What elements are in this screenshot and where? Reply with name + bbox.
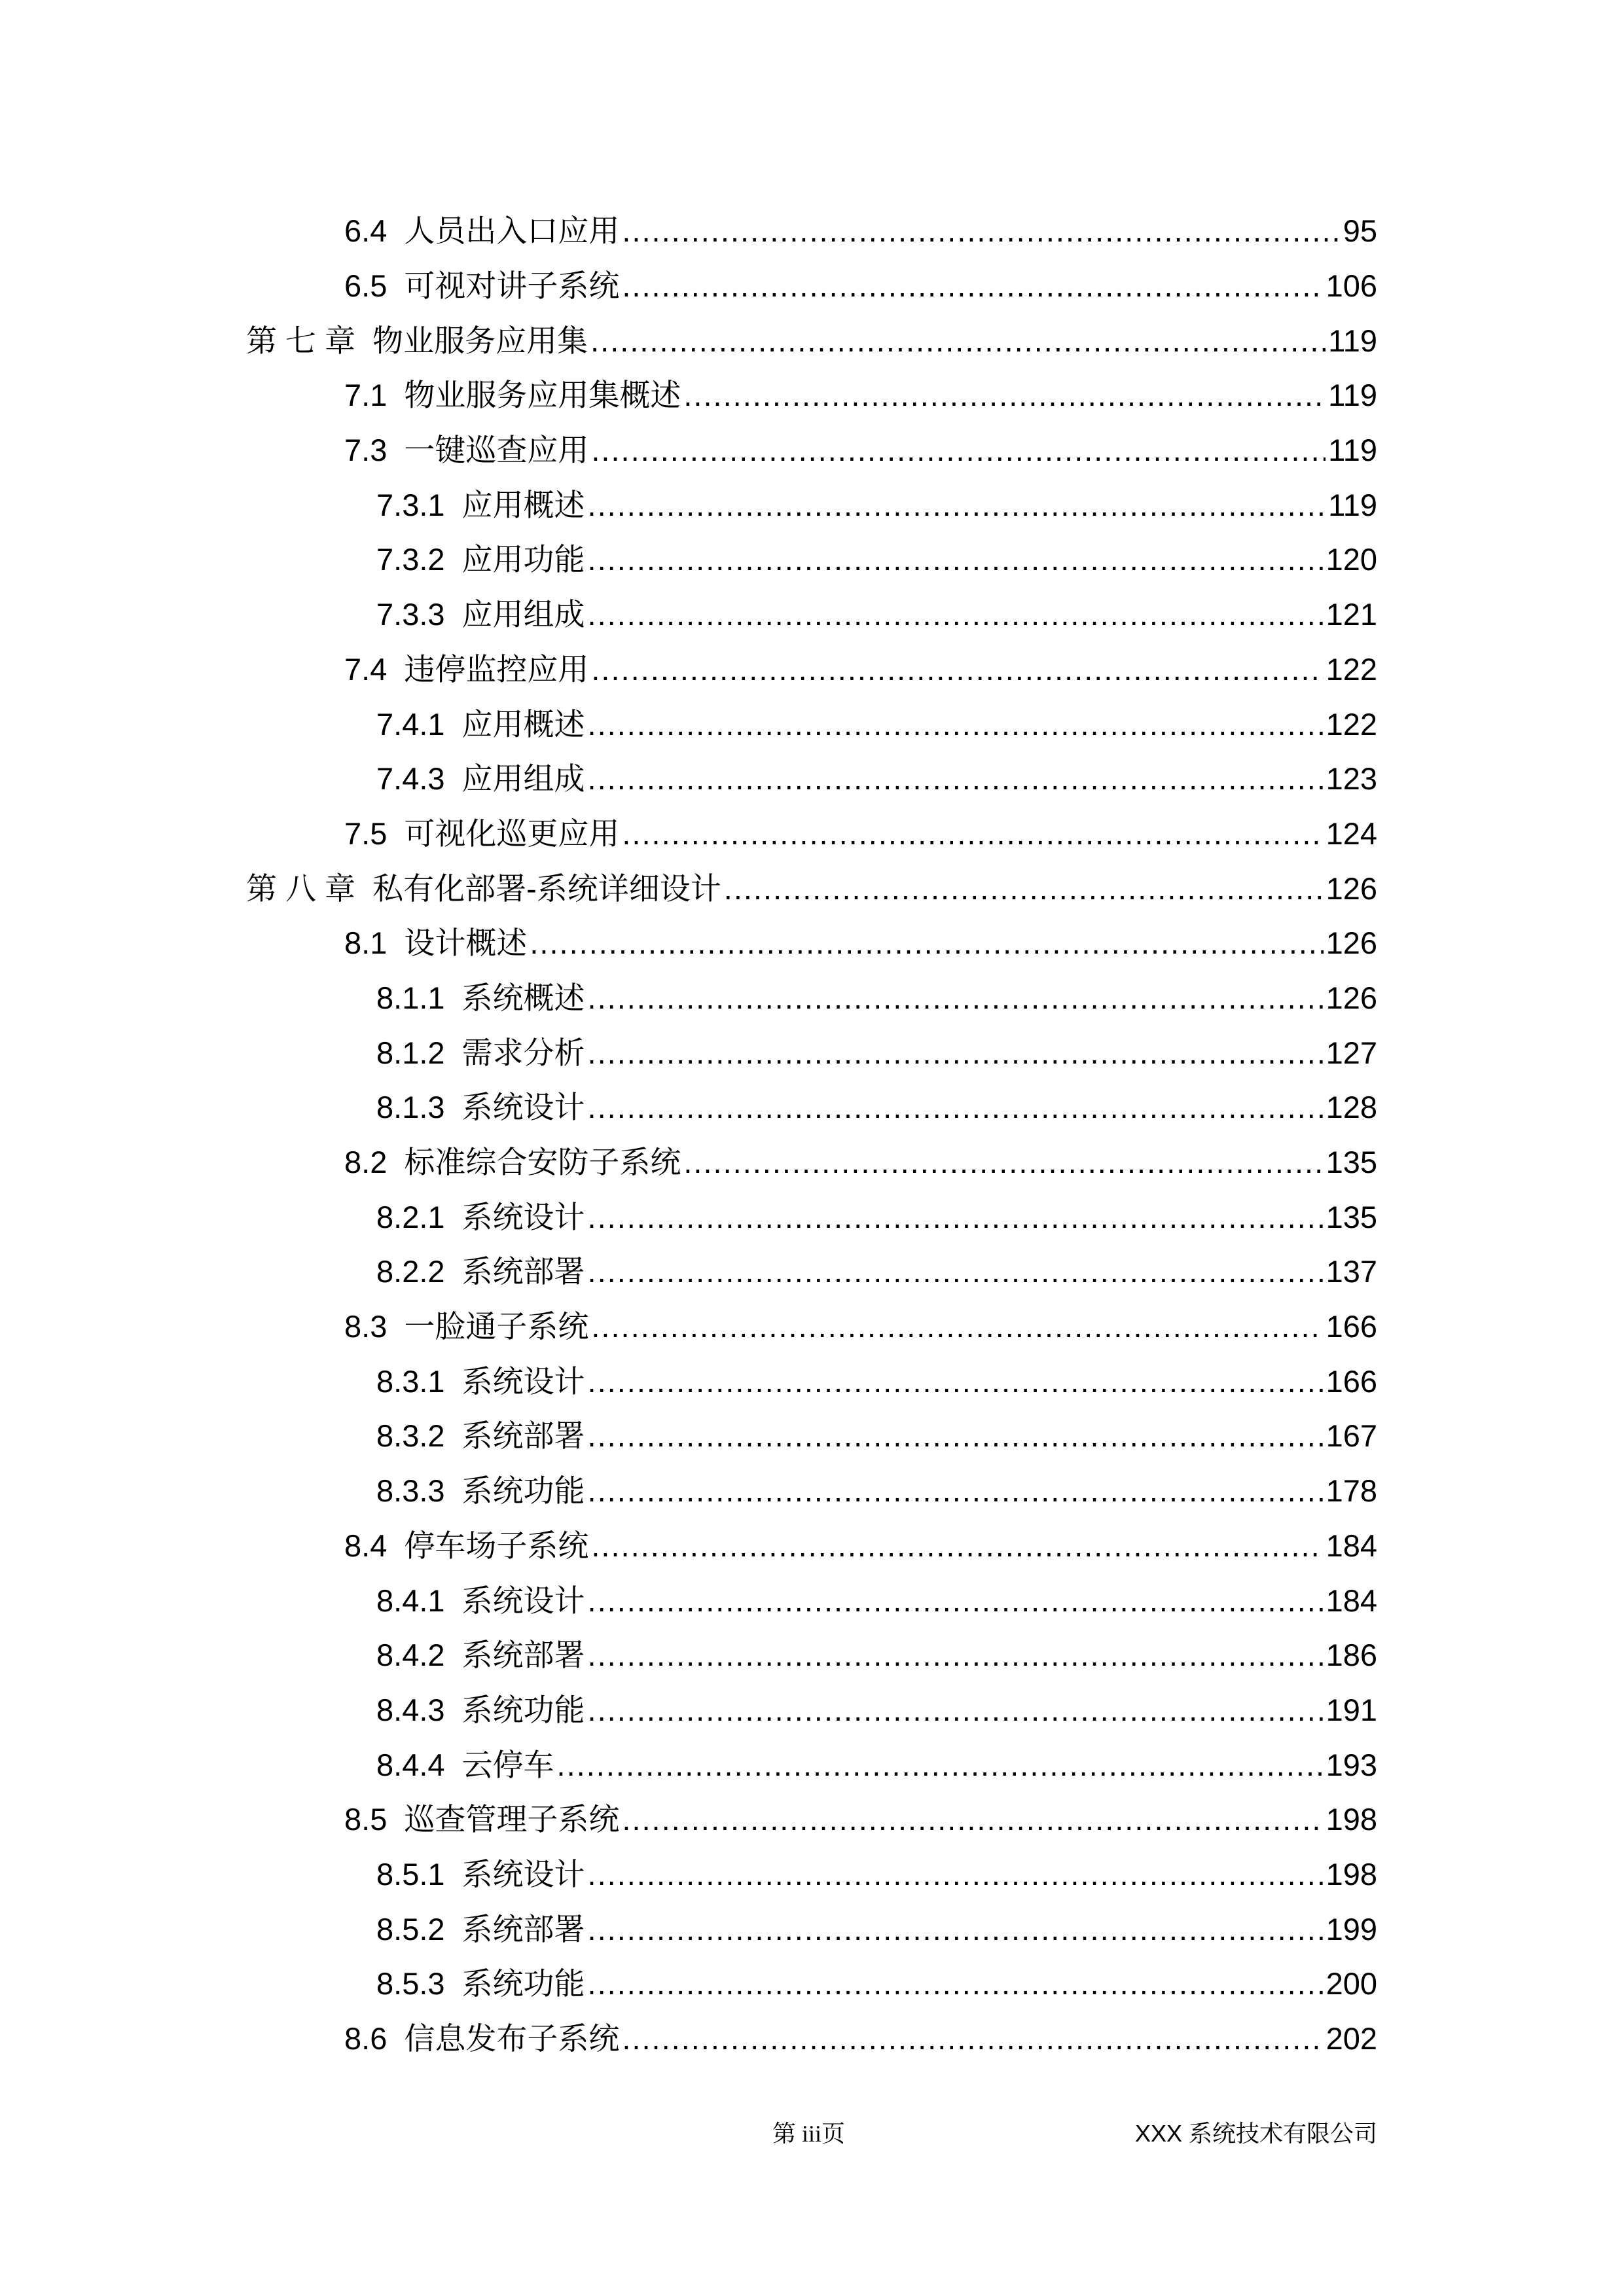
toc-dot-leader: [683, 380, 1326, 410]
toc-entry-page: 178: [1326, 1473, 1377, 1509]
toc-section-entry[interactable]: [0, 1354, 1624, 1408]
toc-entry-title: 应用概述: [461, 487, 585, 522]
toc-entry-title: 需求分析: [461, 1035, 585, 1070]
toc-entry-page: 184: [1326, 1583, 1377, 1618]
toc-entry-page: 121: [1326, 597, 1377, 632]
toc-entry-title: 系统设计: [461, 1856, 585, 1892]
toc-entry-title: 系统功能: [461, 1692, 585, 1727]
toc-entry-page: 198: [1326, 1856, 1377, 1892]
toc-entry-title: 一键巡查应用: [404, 433, 589, 468]
toc-entry-title: 系统设计: [461, 1363, 585, 1399]
toc-section-entry[interactable]: [0, 1901, 1624, 1956]
toc-section-entry[interactable]: [0, 1573, 1624, 1628]
toc-entry-page: 124: [1326, 816, 1377, 851]
toc-section-entry[interactable]: [0, 971, 1624, 1026]
toc-section-entry[interactable]: [0, 587, 1624, 642]
toc-entry-page: 193: [1326, 1747, 1377, 1782]
toc-dot-leader: [588, 982, 1324, 1013]
toc-dot-leader: [622, 818, 1323, 849]
toc-entry-page: 119: [1328, 323, 1377, 358]
toc-dot-leader: [591, 654, 1323, 685]
toc-entry-title: 系统功能: [461, 1473, 585, 1509]
toc-dot-leader: [588, 1695, 1324, 1725]
toc-entry-number: 8.3.2: [376, 1418, 445, 1454]
toc-dot-leader: [622, 1804, 1323, 1835]
toc-entry-page: 200: [1326, 1966, 1377, 2001]
toc-entry-number: 8.4.3: [376, 1692, 445, 1727]
toc-entry-number: 7.3.3: [376, 597, 445, 632]
toc-section-entry[interactable]: [0, 1683, 1624, 1738]
toc-entry-number: 7.5: [344, 816, 388, 851]
toc-section-entry[interactable]: [0, 1025, 1624, 1080]
toc-dot-leader: [588, 1859, 1324, 1890]
toc-entry-number: 8.6: [344, 2021, 388, 2056]
toc-section-entry[interactable]: [0, 1244, 1624, 1299]
toc-entry-title: 可视对讲子系统: [404, 268, 620, 304]
toc-dot-leader: [588, 599, 1324, 630]
toc-entry-number: 7.1: [344, 378, 388, 413]
toc-entry-title: 系统设计: [461, 1199, 585, 1234]
toc-entry-title: 应用组成: [461, 597, 585, 632]
toc-dot-leader: [590, 325, 1326, 356]
toc-entry-page: 191: [1326, 1692, 1377, 1727]
toc-section-entry[interactable]: [0, 204, 1624, 259]
toc-dot-leader: [588, 1256, 1324, 1287]
toc-entry-title: 系统部署: [461, 1911, 585, 1946]
toc-chapter-entry[interactable]: [0, 861, 1624, 916]
toc-entry-page: 135: [1326, 1199, 1377, 1234]
toc-section-entry[interactable]: [0, 751, 1624, 806]
toc-entry-page: 186: [1326, 1638, 1377, 1673]
toc-entry-number: 8.5: [344, 1802, 388, 1837]
toc-dot-leader: [591, 435, 1326, 465]
toc-dot-leader: [588, 1968, 1324, 1999]
toc-entry-number: 8.2.2: [376, 1254, 445, 1289]
toc-entry-page: 123: [1326, 761, 1377, 797]
toc-dot-leader: [588, 490, 1326, 520]
toc-entry-title: 物业服务应用集概述: [404, 378, 681, 413]
toc-dot-leader: [588, 763, 1324, 794]
toc-section-entry[interactable]: [0, 1792, 1624, 1847]
toc-entry-title: 人员出入口应用: [404, 213, 620, 249]
toc-entry-title: 物业服务应用集: [372, 323, 588, 358]
toc-entry-page: 119: [1328, 433, 1377, 468]
toc-section-entry[interactable]: [0, 1518, 1624, 1573]
toc-entry-number: 7.4.3: [376, 761, 445, 797]
toc-entry-number: 7.3: [344, 433, 388, 468]
toc-section-entry[interactable]: [0, 1956, 1624, 2011]
toc-entry-title: 设计概述: [404, 925, 528, 961]
toc-entry-page: 126: [1326, 925, 1377, 961]
toc-entry-page: 120: [1326, 542, 1377, 577]
toc-section-entry[interactable]: [0, 1189, 1624, 1244]
toc-entry-title: 系统部署: [461, 1638, 585, 1673]
toc-entry-page: 166: [1326, 1363, 1377, 1399]
toc-dot-leader: [591, 1311, 1323, 1342]
toc-entry-page: 119: [1328, 378, 1377, 413]
toc-entry-title: 标准综合安防子系统: [404, 1145, 681, 1180]
toc-entry-number: 8.5.1: [376, 1856, 445, 1892]
toc-section-entry[interactable]: [0, 916, 1624, 971]
toc-entry-title: 云停车: [461, 1747, 554, 1782]
toc-entry-page: 128: [1326, 1090, 1377, 1125]
toc-dot-leader: [591, 1530, 1323, 1561]
toc-dot-leader: [588, 1640, 1324, 1670]
toc-entry-page: 198: [1326, 1802, 1377, 1837]
toc-entry-title: 应用组成: [461, 761, 585, 797]
toc-section-entry[interactable]: [0, 368, 1624, 423]
toc-section-entry[interactable]: [0, 1080, 1624, 1135]
toc-entry-page: 106: [1326, 268, 1377, 304]
toc-entry-page: 127: [1326, 1035, 1377, 1070]
toc-entry-number: 6.4: [344, 213, 388, 249]
toc-entry-page: 95: [1343, 213, 1377, 249]
toc-entry-title: 应用概述: [461, 706, 585, 742]
toc-section-entry[interactable]: [0, 1847, 1624, 1902]
toc-entry-number: 8.4: [344, 1528, 388, 1563]
toc-entry-number: 8.3.1: [376, 1363, 445, 1399]
toc-entry-number: 7.3.1: [376, 487, 445, 522]
toc-entry-number: 第 八 章: [246, 870, 356, 906]
toc-dot-leader: [588, 1420, 1324, 1451]
toc-entry-page: 122: [1326, 651, 1377, 687]
toc-entry-page: 126: [1326, 980, 1377, 1015]
toc-dot-leader: [588, 544, 1324, 575]
toc-section-entry[interactable]: [0, 423, 1624, 478]
toc-entry-page: 166: [1326, 1309, 1377, 1344]
toc-dot-leader: [588, 1202, 1324, 1232]
toc-entry-number: 8.1.2: [376, 1035, 445, 1070]
toc-entry-page: 135: [1326, 1145, 1377, 1180]
toc-section-entry[interactable]: [0, 259, 1624, 314]
toc-entry-title: 系统设计: [461, 1090, 585, 1125]
toc-entry-title: 可视化巡更应用: [404, 816, 620, 851]
toc-entry-number: 8.4.2: [376, 1638, 445, 1673]
toc-section-entry[interactable]: [0, 1135, 1624, 1190]
toc-entry-page: 126: [1326, 870, 1377, 906]
toc-entry-number: 8.3: [344, 1309, 388, 1344]
toc-entry-title: 系统部署: [461, 1254, 585, 1289]
toc-entry-page: 122: [1326, 706, 1377, 742]
toc-chapter-entry[interactable]: [0, 313, 1624, 368]
toc-dot-leader: [588, 1914, 1324, 1945]
toc-dot-leader: [588, 1475, 1324, 1506]
toc-entry-page: 167: [1326, 1418, 1377, 1454]
toc-entry-title: 系统部署: [461, 1418, 585, 1454]
toc-entry-title: 违停监控应用: [404, 651, 589, 687]
toc-dot-leader: [530, 927, 1323, 958]
page-footer: [0, 2115, 1624, 2148]
toc-entry-title: 巡查管理子系统: [404, 1802, 620, 1837]
toc-section-entry[interactable]: [0, 532, 1624, 587]
toc-section-entry[interactable]: [0, 642, 1624, 697]
toc-entry-page: 119: [1328, 487, 1377, 522]
toc-dot-leader: [588, 1092, 1324, 1122]
toc-entry-title: 应用功能: [461, 542, 585, 577]
toc-entry-title: 系统概述: [461, 980, 585, 1015]
toc-entry-number: 8.5.2: [376, 1911, 445, 1946]
toc-section-entry[interactable]: [0, 477, 1624, 532]
toc-entry-title: 系统功能: [461, 1966, 585, 2001]
toc-entry-number: 8.1.1: [376, 980, 445, 1015]
toc-dot-leader: [724, 873, 1324, 904]
toc-entry-title: 停车场子系统: [404, 1528, 589, 1563]
toc-entry-title: 一脸通子系统: [404, 1309, 589, 1344]
toc-entry-number: 7.3.2: [376, 542, 445, 577]
toc-dot-leader: [683, 1147, 1323, 1177]
toc-dot-leader: [588, 709, 1324, 740]
footer-page-number: 第 iii页: [772, 2121, 846, 2147]
toc-entry-number: 8.2: [344, 1145, 388, 1180]
table-of-contents: [0, 204, 1624, 2066]
toc-entry-page: 199: [1326, 1911, 1377, 1946]
toc-section-entry[interactable]: [0, 1737, 1624, 1792]
toc-entry-number: 6.5: [344, 268, 388, 304]
footer-company-name: XXX 系统技术有限公司: [1134, 2120, 1377, 2147]
toc-entry-page: 184: [1326, 1528, 1377, 1563]
toc-dot-leader: [588, 1366, 1324, 1397]
toc-entry-number: 8.1.3: [376, 1090, 445, 1125]
toc-entry-number: 8.1: [344, 925, 388, 961]
toc-entry-number: 8.2.1: [376, 1199, 445, 1234]
toc-dot-leader: [622, 270, 1323, 301]
toc-section-entry[interactable]: [0, 696, 1624, 751]
toc-section-entry[interactable]: [0, 2011, 1624, 2066]
toc-dot-leader: [557, 1749, 1324, 1780]
toc-dot-leader: [622, 215, 1340, 246]
toc-dot-leader: [588, 1585, 1324, 1616]
toc-dot-leader: [588, 1037, 1324, 1068]
toc-entry-number: 8.3.3: [376, 1473, 445, 1509]
toc-entry-page: 137: [1326, 1254, 1377, 1289]
toc-entry-number: 7.4: [344, 651, 388, 687]
toc-entry-number: 8.5.3: [376, 1966, 445, 2001]
toc-section-entry[interactable]: [0, 1463, 1624, 1518]
toc-entry-title: 系统设计: [461, 1583, 585, 1618]
toc-section-entry[interactable]: [0, 1628, 1624, 1683]
toc-entry-number: 7.4.1: [376, 706, 445, 742]
toc-entry-number: 第 七 章: [246, 323, 356, 358]
toc-entry-number: 8.4.1: [376, 1583, 445, 1618]
toc-entry-title: 信息发布子系统: [404, 2021, 620, 2056]
toc-section-entry[interactable]: [0, 1299, 1624, 1354]
toc-section-entry[interactable]: [0, 1408, 1624, 1463]
toc-entry-number: 8.4.4: [376, 1747, 445, 1782]
toc-entry-title: 私有化部署-系统详细设计: [372, 870, 721, 906]
toc-entry-page: 202: [1326, 2021, 1377, 2056]
toc-section-entry[interactable]: [0, 806, 1624, 861]
toc-dot-leader: [622, 2023, 1323, 2054]
